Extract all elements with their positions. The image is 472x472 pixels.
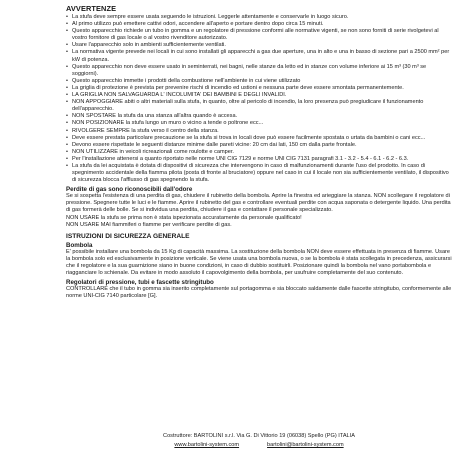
warning-item: • Per l'installazione attenersi a quanto riportato nelle norme UNI CIG 7129 e norme UNI CIG 7131 paragrafi 3.1 - 3.2 - 5.4 - 6.1 - 6.2 - 6.3. bbox=[66, 156, 452, 163]
footer-website-link[interactable]: www.bartolini-system.com bbox=[174, 442, 240, 448]
footer-company: Costruttore: BARTOLINI s.r.l. Via G. Di Vittorio 19 (06038) Spello (PG) ITALIA bbox=[163, 433, 355, 439]
warning-item: • Questo apparecchio immette i prodotti della combustione nell'ambiente in cui viene utilizzato bbox=[66, 78, 452, 85]
gas-leak-paragraph: Se si sospetta l'esistenza di una perdita di gas, chiudere il rubinetto della bombola. Aprire la finestra ed arieggiare la stanza. NON scollegare il regolatore di pressione. Spegnere tutte le luci e le fiamme. Aprire il rubinetto del gas e controllare eventuali perdite con acqua saponata o detergente liquido. Una perdita di gas formerà delle bolle. Se si individua una perdita, chiudere il gas e contattare il personale specializzato. bbox=[66, 193, 451, 214]
warning-item: • Deve essere prestata particolare precauzione se la stufa si trova in locali dove può essere facilmente spostata o urtata da bambini o cani ecc... bbox=[66, 135, 452, 142]
warning-item: • NON APPOGGIARE abiti o altri materiali sulla stufa, in quanto, oltre al pericolo di incendio, la loro presenza può pregiudicare il funzionamento dell'apparecchio. bbox=[66, 99, 452, 113]
regulators-title: Regolatori di pressione, tubi e fascette stringitubo bbox=[66, 279, 214, 287]
warning-item: • LA GRIGLIA NON SALVAGUARDA L' INCOLUMITA' DEI BAMBINI E DEGLI INVALIDI. bbox=[66, 92, 452, 99]
footer-email-link[interactable]: bartolini@bartolini-system.com bbox=[267, 442, 344, 448]
regulators-text: CONTROLLARE che il tubo in gomma sia inserito completamente sul portagomma e sia bloccato saldamente dalle fascette stringitubo, conformemente alle norme UNI-CIG 7140 particolare [G]. bbox=[66, 286, 452, 300]
warning-item: • Devono essere rispettate le seguenti distanze minime dalle pareti vicine: 20 cm dai lati, 150 cm dalla parte frontale. bbox=[66, 142, 452, 149]
warning-item: • NON UTILIZZARE in veicoli ricreazionali come roulotte e camper. bbox=[66, 149, 452, 156]
warning-item: • Questo apparecchio richiede un tubo in gomma e un regolatore di pressione conformi alle normative vigenti, se non sono forniti di serie rivolgetevi al vostro fornitore di gas locale o al vostro rivenditore autorizzato. bbox=[66, 28, 452, 42]
warning-item: • RIVOLGERE SEMPRE la stufa verso il centro della stanza. bbox=[66, 128, 452, 135]
gas-leak-paragraph: NON USARE la stufa se prima non è stata ispezionata accuratamente da personale qualificato! bbox=[66, 214, 302, 221]
bombola-text: E' possibile installare una bombola da 15 Kg di capacità massima. La sostituzione della bombola NON deve essere effettuata in presenza di fiamme. Usare la bombola solo ed esclusivamente in posizione verticale. Se viene usata una bombola nuova, o se la bombola è stata scollegata in precedenza, assicurarsi che il regolatore e la sua guarnizione siano in buone condizioni, in caso di dubbio sostituirli. Posizionare quindi la bombola nel vano portabombola e riagganciare lo schienale. Da evitare in modo assoluto il capovolgimento della bombola, per usufruire completamente del suo contenuto. bbox=[66, 248, 452, 276]
footer bbox=[66, 432, 452, 450]
warning-item: • La griglia di protezione è prevista per prevenire rischi di incendio ed ustioni e nessuna parte deve essere smontata permanentemente. bbox=[66, 85, 452, 92]
warning-item: • La normativa vigente prevede nei locali in cui sono installati gli apparecchi a gas due aperture, una in alto e una in basso di sezione pari a 2500 mm² per kW di potenza. bbox=[66, 49, 452, 63]
warning-item: • La stufa deve sempre essere usata seguendo le istruzioni. Leggerle attentamente e conservarle in luogo sicuro. bbox=[66, 14, 452, 21]
warnings-list bbox=[66, 14, 452, 184]
warning-item: • Questo apparecchio non deve essere usato in seminterrati, nei bagni, nelle stanze da letto ed in stanze con volume inferiore ai 15 m³ (30 m³ se soggiorni). bbox=[66, 64, 452, 78]
gas-leak-paragraph: NON USARE MAI fiammiferi o fiamme per verificare perdite di gas. bbox=[66, 221, 232, 228]
gas-leak-title: Perdite di gas sono riconoscibili dall'odore bbox=[66, 186, 193, 194]
warning-item: • NON POSIZIONARE la stufa lungo un muro o vicino a tende o poltrone ecc... bbox=[66, 120, 452, 127]
warning-item: • La stufa da lei acquistata è dotata di dispositivi di sicurezza che intervengono in caso di malfunzionamenti durante l'uso del prodotto. In caso di spegnimento accidentale della fiamma pilota (posta di fronte al bruciatore) oppure nel caso in cui il locale non sia sufficientemente ventilato, il dispositivo di sicurezza blocca l'afflusso di gas spegnendo la stufa. bbox=[66, 163, 452, 184]
warning-item: • NON SPOSTARE la stufa da una stanza all'altra quando è accesa. bbox=[66, 113, 452, 120]
bombola-title: Bombola bbox=[66, 241, 93, 249]
warnings-heading: AVVERTENZE bbox=[66, 4, 117, 13]
safety-section-title: ISTRUZIONI DI SICUREZZA GENERALE bbox=[66, 232, 190, 240]
warning-item: • Al primo utilizzo può emettere cattivi odori, accendere all'aperto e portare dentro dopo circa 15 minuti. bbox=[66, 21, 452, 28]
warning-item: • Usare l'apparecchio solo in ambienti sufficientemente ventilati. bbox=[66, 42, 452, 49]
